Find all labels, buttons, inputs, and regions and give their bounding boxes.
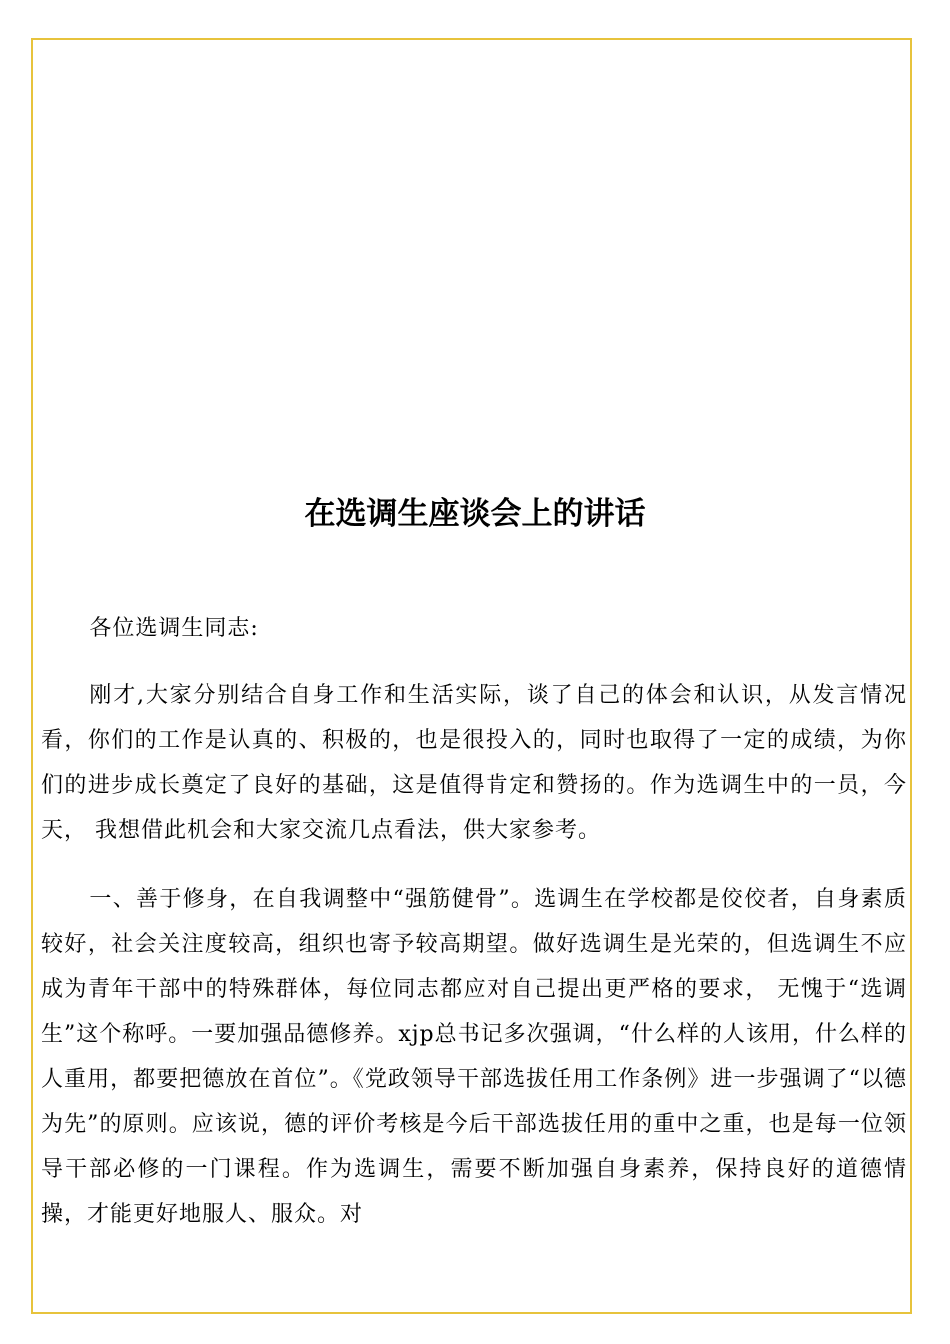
paragraph-2: 一、善于修身，在自我调整中“强筋健骨”。选调生在学校都是佼佼者，自身素质较好，社会关注度较高，组织也寄予较高期望。做好选调生是光荣的，但选调生不应成为青年干部中的特殊群体，每位同志都应对自己提出更严格的要求， 无愧于“选调生”这个称呼。一要加强品德修养。xjp总书记多次强调，“什么样的人该用，什么样的人重用，都要把德放在首位”。《党政领导干部选拔任用工作条例》进一步强调了“以德为先”的原则。应该说，德的评价考核是今后干部选拔任用的重中之重，也是每一位领导干部必修的一门课程。作为选调生，需要不断加强自身素养，保持良好的道德情操，才能更好地服人、服众。对: [41, 887, 907, 1227]
document-title: 在选调生座谈会上的讲话: [304, 496, 646, 532]
paragraph-1: 刚才,大家分别结合自身工作和生活实际，谈了自己的体会和认识，从发言情况看，你们的工作是认真的、积极的，也是很投入的，同时也取得了一定的成绩，为你们的进步成长奠定了良好的基础，这是值得肯定和赞扬的。作为选调生中的一员，今天， 我想借此机会和大家交流几点看法，供大家参考。: [41, 683, 907, 843]
document-body: [41, 606, 907, 1261]
greeting: 各位选调生同志:: [89, 616, 259, 641]
